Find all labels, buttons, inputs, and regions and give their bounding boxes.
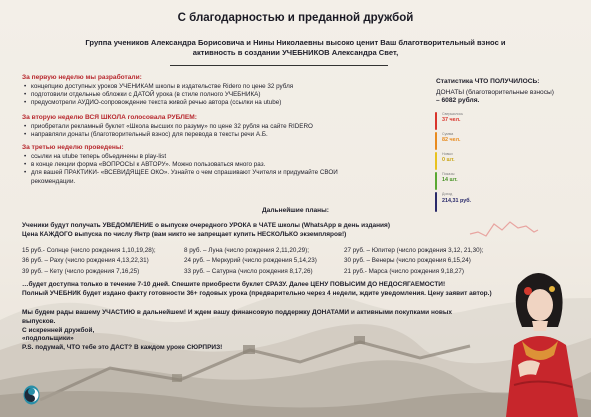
plans-heading: Дальнейшие планы: — [261, 207, 329, 214]
week1-item: • предусмотрели АУДИО-сопровождение текста живой речью автора (ссылки на utube) — [22, 99, 422, 107]
stat-label-3: Новых — [442, 152, 453, 156]
price-item: 30 руб. – Венеры (число рождения 6,15,24) — [344, 257, 471, 265]
signature-line2: «подпольщики» — [22, 335, 74, 343]
stats-subtitle — [436, 89, 576, 106]
week3-item: • ссылки на utube теперь объединены в play-list — [22, 153, 367, 161]
closing-notes — [22, 280, 512, 298]
week3-section — [22, 144, 367, 186]
week2-section — [22, 114, 422, 139]
title-divider — [170, 65, 388, 66]
week1-heading: За первую неделю мы разработали: — [22, 74, 142, 81]
thanks-block — [22, 309, 482, 353]
stat-bar-1 — [435, 112, 437, 130]
page-subtitle: Группа учеников Александра Борисовича и Нины Николаевны высоко ценит Ваш благотворительный взнос и активность в создании УЧЕБНИКОВ Александра Свет, — [85, 38, 506, 57]
page-title: С благодарностью и преданной дружбой — [177, 12, 414, 24]
price-item: 39 руб. – Кету (число рождения 7,16,25) — [22, 267, 140, 275]
stat-label-4: Показы — [442, 172, 455, 176]
stats-widget — [435, 112, 485, 216]
price-item: 21 руб.- Марса (число рождения 9,18,27) — [344, 267, 464, 275]
stat-bar-2 — [435, 132, 437, 150]
plans-notice — [22, 222, 432, 239]
stats-title: Статистика ЧТО ПОЛУЧИЛОСЬ: — [436, 78, 540, 85]
stat-label-2: Сумма — [442, 132, 454, 136]
stat-label-5: Доход — [442, 192, 453, 196]
price-item: 33 руб. – Сатурна (число рождения 8,17,26) — [184, 267, 313, 275]
plans-notice-line1: Ученики будут получать УВЕДОМЛЕНИЕ о выпуске очередного УРОКА в ЧАТЕ школы (WhatsApp в день издания) — [22, 222, 390, 229]
stat-value-5: 214,31 руб. — [442, 198, 472, 204]
week1-item: • подготовили отдельные обложки с ДАТОЙ урока (в стиле полного УЧЕБНИКА) — [22, 91, 422, 99]
week1-section — [22, 74, 422, 108]
price-item: 24 руб. – Меркурий (число рождения 5,14,23) — [184, 257, 317, 265]
week2-item: • приобретали рекламный буклет «Школа высших по разуму» по цене 32 рубля на сайте RIDERO — [22, 123, 422, 131]
week2-item: • направляли донаты (благотворительный взнос) для перевода в тексты речи А.Б. — [22, 131, 422, 139]
week2-heading: За вторую неделю ВСЯ ШКОЛА голосовала РУБЛЕМ: — [22, 114, 197, 121]
week1-item: • концепцию доступных уроков УЧЕНИКАМ школы в издательстве Ridero по цене 32 рубля — [22, 83, 422, 91]
stat-value-1: 37 чел. — [442, 117, 461, 123]
stats-subtitle-text: ДОНАТЫ (благотворительные взносы) — [436, 89, 554, 96]
week3-item: • для вашей ПРАКТИКИ- «ВСЕВИДЯЩЕЕ ОКО». Узнайте о чем спрашивают Учителя и придумайте СВОИ рекомендации. — [22, 169, 367, 185]
plans-notice-line2: Цена КАЖДОГО выпуска по числу Янтр (вам никто не запрещает купить НЕСКОЛЬКО экземпляров!) — [22, 230, 347, 238]
stat-bar-4 — [435, 172, 437, 190]
stat-value-4: 14 шт. — [442, 177, 458, 183]
price-item: 27 руб. – Юпитер (число рождения 3,12, 21,30); — [344, 247, 484, 254]
thanks-text: Мы будем рады вашему УЧАСТИЮ в дальнейшем! И ждем вашу финансовую поддержку ДОНАТАМИ и активными покупками новых выпусков. — [22, 309, 453, 325]
yin-yang-logo-icon — [23, 385, 40, 405]
price-item: 36 руб. – Раху (число рождения 4,13,22,31) — [22, 257, 149, 265]
stats-sparkline — [468, 210, 540, 246]
stat-value-2: 82 чел. — [442, 137, 461, 143]
week3-item: • в конце лекции форма «ВОПРОСЫ к АВТОРУ». Можно пользоваться много раз. — [22, 161, 367, 169]
closing-line2: Полный УЧЕБНИК будет издано факту готовности 36+ годовых урока (предварительно через 4 недели, ждите уведомления. Цену заявит автор.) — [22, 290, 492, 297]
price-column-1 — [22, 246, 156, 277]
closing-line1: …будет доступна только в течение 7-10 дней. Спешите приобрести буклет СРАЗУ. Далее ЦЕНУ ПОВЫСИМ ДО НЕДОСЯГАЕМОСТИ! — [22, 281, 446, 288]
stat-value-3: 0 шт. — [442, 157, 455, 163]
signature-line1: С искренней дружбой, — [22, 326, 95, 334]
price-column-3 — [344, 246, 484, 277]
price-column-2 — [184, 246, 317, 277]
stat-label-1: Свершилось — [442, 112, 464, 116]
price-item: 15 руб.- Солнце (число рождения 1,10,19,28); — [22, 247, 156, 254]
price-item: 8 руб. – Луна (число рождения 2,11,20,29); — [184, 247, 309, 254]
postscript: P.S. подумай, ЧТО тебе это ДАСТ? В каждом уроке СЮРПРИЗ! — [22, 344, 223, 352]
stats-total: – 6082 рубля. — [436, 97, 480, 105]
stat-bar-3 — [435, 152, 437, 170]
week3-heading: За третью неделю проведены: — [22, 144, 124, 151]
